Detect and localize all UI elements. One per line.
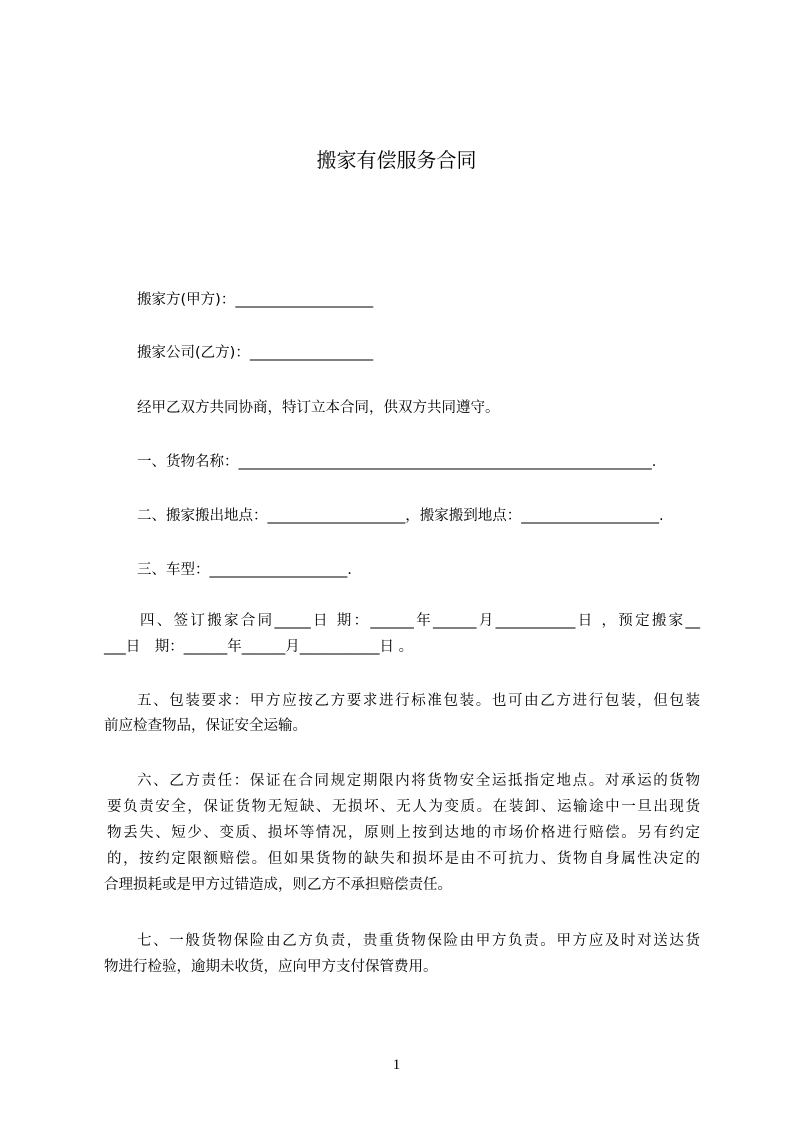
- intro-text: 经甲乙双方共同协商，特订立本合同，供双方共同遵守。: [137, 400, 500, 416]
- party-b-line: 搬家公司(乙方)：_________________: [137, 345, 374, 361]
- clause-5-line: 五、包装要求：甲方应按乙方要求进行标准包装。也可由乙方进行包装，但包装: [137, 693, 700, 709]
- party-a-line: 搬家方(甲方)：___________________: [137, 292, 374, 308]
- clause-4-line: ___日 期：______年______月___________日 。: [104, 639, 414, 655]
- page-number: 1: [392, 1057, 401, 1073]
- clause-1: 一、货物名称：_________________________________________________________.: [137, 454, 657, 470]
- clause-6-line: 的，按约定限额赔偿。但如果货物的缺失和损坏是由不可抗力、货物自身属性决定的: [107, 851, 700, 867]
- clause-6-line: 物丢失、短少、变质、损坏等情况，原则上按到达地的市场价格进行赔偿。另有约定: [107, 825, 700, 841]
- clause-5-line: 前应检查物品，保证安全运输。: [104, 718, 307, 734]
- clause-7-line: 七、一般货物保险由乙方负责，贵重货物保险由甲方负责。甲方应及时对送达货: [137, 933, 700, 949]
- clause-7-line: 物进行检验，逾期未收货，应向甲方支付保管费用。: [104, 959, 438, 975]
- clause-6-line: 合理损耗或是甲方过错造成，则乙方不承担赔偿责任。: [104, 877, 452, 893]
- clause-2: 二、搬家搬出地点：___________________，搬家搬到地点：___________________.: [137, 508, 664, 524]
- clause-6-line: 六、乙方责任：保证在合同规定期限内将货物安全运抵指定地点。对承运的货物: [137, 773, 700, 789]
- clause-3: 三、车型：___________________.: [137, 562, 352, 578]
- document-title: 搬家有偿服务合同: [316, 148, 477, 172]
- clause-4-line: 四、签订搬家合同_____日 期：______年______月___________日 ，预定搬家__: [140, 613, 700, 629]
- clause-6-line: 要负责安全，保证货物无短缺、无损坏、无人为变质。在装卸、运输途中一旦出现货: [107, 799, 700, 815]
